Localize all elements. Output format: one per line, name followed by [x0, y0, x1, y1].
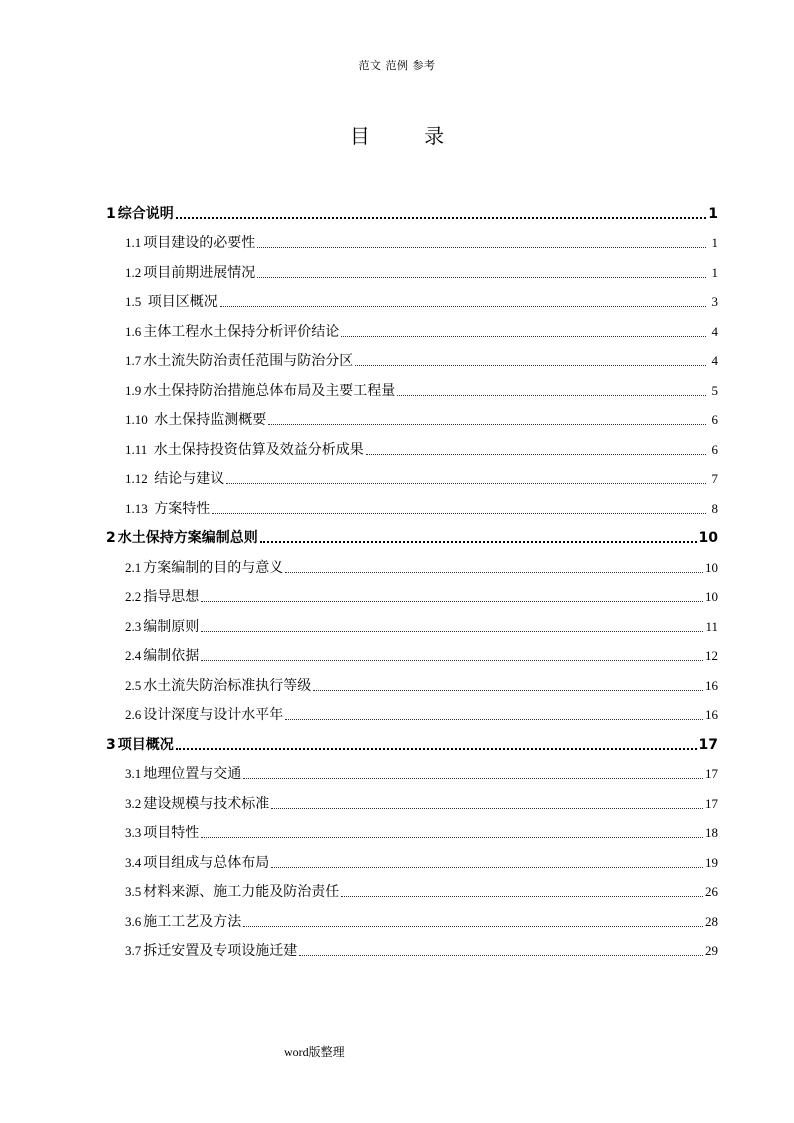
toc-page-number: 5 — [711, 382, 718, 398]
toc-entry-number: 1.6 — [125, 323, 142, 339]
toc-page-number: 10 — [705, 589, 718, 604]
toc-entry-text: 水土保持监测概要 — [149, 412, 267, 428]
toc-page-number: 10 — [705, 559, 718, 575]
toc-section-entry[interactable] — [106, 311, 718, 341]
dot-leader — [220, 306, 706, 307]
toc-section-entry[interactable] — [106, 695, 718, 725]
dot-leader — [366, 454, 706, 455]
toc-entry-number: 1.10 — [125, 412, 148, 427]
toc-entry-text: 建设规模与技术标准 — [143, 795, 270, 812]
toc-entry-number: 1.9 — [125, 382, 142, 398]
dot-leader — [176, 748, 697, 750]
toc-page-number: 19 — [705, 854, 718, 870]
toc-chapter-entry[interactable] — [106, 193, 718, 223]
toc-entry-number: 3.5 — [125, 884, 142, 899]
toc-entry-label — [125, 854, 269, 872]
toc-section-entry[interactable] — [106, 813, 718, 843]
dot-leader — [260, 541, 697, 543]
toc-entry-label — [125, 824, 199, 842]
toc-page-number: 10 — [698, 530, 718, 546]
toc-entry-text: 结论与建议 — [149, 471, 225, 487]
page-footer: word版整理 — [284, 1045, 345, 1059]
toc-entry-number: 3.1 — [125, 766, 142, 781]
toc-section-entry[interactable] — [106, 429, 718, 459]
dot-leader — [285, 719, 703, 720]
toc-entry-text: 项目特性 — [143, 825, 200, 841]
toc-page-number: 6 — [711, 441, 718, 457]
toc-section-entry[interactable] — [106, 901, 718, 931]
toc-section-entry[interactable] — [106, 223, 718, 253]
dot-leader — [212, 513, 706, 514]
toc-page-number: 28 — [705, 913, 718, 929]
toc-page-number: 1 — [711, 235, 718, 250]
toc-entry-label — [106, 736, 174, 754]
toc-entry-label — [125, 323, 339, 341]
toc-section-entry[interactable] — [106, 577, 718, 607]
toc-entry-label — [125, 942, 297, 960]
toc-entry-number: 1.5 — [125, 294, 142, 309]
dot-leader — [271, 867, 703, 868]
toc-entry-number: 1.7 — [125, 353, 142, 368]
toc-chapter-entry[interactable] — [106, 518, 718, 548]
dot-leader — [285, 572, 703, 573]
toc-entry-text: 设计深度与设计水平年 — [143, 707, 284, 723]
toc-page-number: 11 — [705, 618, 718, 634]
toc-page-number: 6 — [711, 412, 718, 427]
toc-entry-number: 3.3 — [125, 825, 142, 840]
toc-page-number: 17 — [705, 766, 718, 781]
toc-page-number: 4 — [711, 323, 718, 339]
toc-page-number: 3 — [711, 294, 718, 309]
toc-page-number: 1 — [708, 205, 718, 222]
toc-entry-label — [125, 264, 255, 282]
toc-entry-number: 3.7 — [125, 943, 142, 958]
toc-page-number: 12 — [705, 648, 718, 663]
toc-section-entry[interactable] — [106, 282, 718, 312]
toc-section-entry[interactable] — [106, 459, 718, 489]
table-of-contents — [106, 193, 718, 960]
page-header: 范文 范例 参考 — [358, 59, 436, 72]
toc-entry-number: 1.11 — [125, 441, 148, 457]
toc-entry-label — [125, 352, 353, 370]
toc-entry-label — [106, 205, 174, 223]
toc-entry-label — [125, 883, 339, 901]
dot-leader — [201, 837, 703, 838]
toc-page-number: 1 — [711, 264, 718, 280]
dot-leader — [341, 336, 706, 337]
toc-entry-label — [125, 677, 311, 695]
toc-entry-label — [125, 234, 255, 252]
toc-entry-text: 编制原则 — [143, 618, 200, 635]
toc-entry-number: 2.3 — [125, 618, 142, 634]
toc-section-entry[interactable] — [106, 547, 718, 577]
toc-section-entry[interactable] — [106, 842, 718, 872]
toc-section-entry[interactable] — [106, 783, 718, 813]
toc-entry-label — [125, 588, 199, 606]
dot-leader — [257, 247, 706, 248]
toc-entry-text: 地理位置与交通 — [143, 766, 242, 782]
toc-title: 目 录 — [349, 124, 469, 148]
toc-entry-text: 项目前期进展情况 — [143, 264, 256, 281]
toc-entry-number: 2 — [106, 530, 116, 546]
dot-leader — [271, 808, 703, 809]
toc-entry-text: 水土保持防治措施总体布局及主要工程量 — [143, 382, 396, 399]
toc-entry-number: 3 — [106, 736, 116, 753]
dot-leader — [268, 424, 706, 425]
dot-leader — [243, 778, 703, 779]
toc-entry-label — [125, 618, 199, 636]
toc-entry-number: 1.12 — [125, 471, 148, 486]
toc-entry-number: 2.5 — [125, 677, 142, 693]
toc-entry-number: 3.4 — [125, 854, 142, 870]
toc-entry-label — [106, 529, 258, 547]
toc-section-entry[interactable] — [106, 606, 718, 636]
toc-section-entry[interactable] — [106, 665, 718, 695]
toc-section-entry[interactable] — [106, 488, 718, 518]
toc-entry-text: 方案特性 — [149, 500, 211, 517]
dot-leader — [201, 660, 703, 661]
toc-entry-label — [125, 382, 395, 400]
toc-page-number: 16 — [705, 707, 718, 722]
toc-entry-label — [125, 765, 241, 783]
toc-entry-text: 主体工程水土保持分析评价结论 — [143, 323, 340, 340]
toc-page-number: 18 — [705, 825, 718, 840]
toc-entry-text: 拆迁安置及专项设施迁建 — [143, 943, 298, 959]
toc-section-entry[interactable] — [106, 636, 718, 666]
toc-section-entry[interactable] — [106, 252, 718, 282]
dot-leader — [313, 690, 703, 691]
toc-entry-label — [125, 913, 241, 931]
toc-page-number: 29 — [705, 943, 718, 958]
toc-entry-label — [125, 293, 218, 311]
dot-leader — [299, 955, 703, 956]
toc-section-entry[interactable] — [106, 872, 718, 902]
dot-leader — [257, 277, 706, 278]
toc-entry-number: 1.1 — [125, 235, 142, 250]
toc-entry-label — [125, 559, 283, 577]
toc-entry-label — [125, 795, 269, 813]
dot-leader — [341, 896, 703, 897]
toc-section-entry[interactable] — [106, 931, 718, 961]
toc-entry-text: 材料来源、施工力能及防治责任 — [143, 884, 340, 900]
toc-section-entry[interactable] — [106, 370, 718, 400]
toc-entry-number: 3.2 — [125, 795, 142, 811]
toc-page-number: 16 — [705, 677, 718, 693]
dot-leader — [397, 395, 706, 396]
toc-entry-text: 综合说明 — [117, 205, 174, 222]
toc-entry-text: 项目建设的必要性 — [143, 235, 256, 251]
toc-section-entry[interactable] — [106, 400, 718, 430]
toc-entry-text: 项目概况 — [117, 736, 174, 753]
toc-entry-label — [125, 470, 224, 488]
toc-entry-label — [125, 647, 199, 665]
toc-section-entry[interactable] — [106, 341, 718, 371]
toc-entry-text: 方案编制的目的与意义 — [143, 559, 284, 576]
toc-entry-text: 项目组成与总体布局 — [143, 854, 270, 871]
toc-section-entry[interactable] — [106, 754, 718, 784]
dot-leader — [243, 926, 703, 927]
toc-entry-number: 1.2 — [125, 264, 142, 280]
toc-entry-number: 1 — [106, 205, 116, 222]
dot-leader — [226, 483, 706, 484]
toc-page-number: 7 — [711, 471, 718, 486]
toc-entry-number: 2.6 — [125, 707, 142, 722]
toc-entry-number: 2.2 — [125, 589, 142, 604]
toc-page-number: 17 — [698, 736, 718, 753]
toc-chapter-entry[interactable] — [106, 724, 718, 754]
toc-entry-number: 3.6 — [125, 913, 142, 929]
toc-entry-label — [125, 500, 210, 518]
toc-page-number: 26 — [705, 884, 718, 899]
toc-entry-text: 编制依据 — [143, 648, 200, 664]
toc-entry-text: 水土流失防治责任范围与防治分区 — [143, 353, 354, 369]
toc-entry-text: 水土流失防治标准执行等级 — [143, 677, 312, 694]
toc-entry-text: 指导思想 — [143, 589, 200, 605]
dot-leader — [201, 601, 703, 602]
toc-entry-label — [125, 706, 283, 724]
toc-entry-number: 2.4 — [125, 648, 142, 663]
toc-page-number: 17 — [705, 795, 718, 811]
toc-entry-text: 水土保持方案编制总则 — [117, 530, 258, 546]
toc-entry-text: 施工工艺及方法 — [143, 913, 242, 930]
toc-entry-text: 水土保持投资估算及效益分析成果 — [149, 441, 364, 458]
dot-leader — [201, 631, 703, 632]
toc-entry-label — [125, 441, 364, 459]
toc-entry-number: 2.1 — [125, 559, 142, 575]
dot-leader — [176, 217, 706, 219]
toc-page-number: 8 — [711, 500, 718, 516]
toc-page-number: 4 — [711, 353, 718, 368]
toc-entry-text: 项目区概况 — [143, 294, 218, 310]
toc-entry-number: 1.13 — [125, 500, 148, 516]
dot-leader — [355, 365, 706, 366]
toc-entry-label — [125, 411, 266, 429]
